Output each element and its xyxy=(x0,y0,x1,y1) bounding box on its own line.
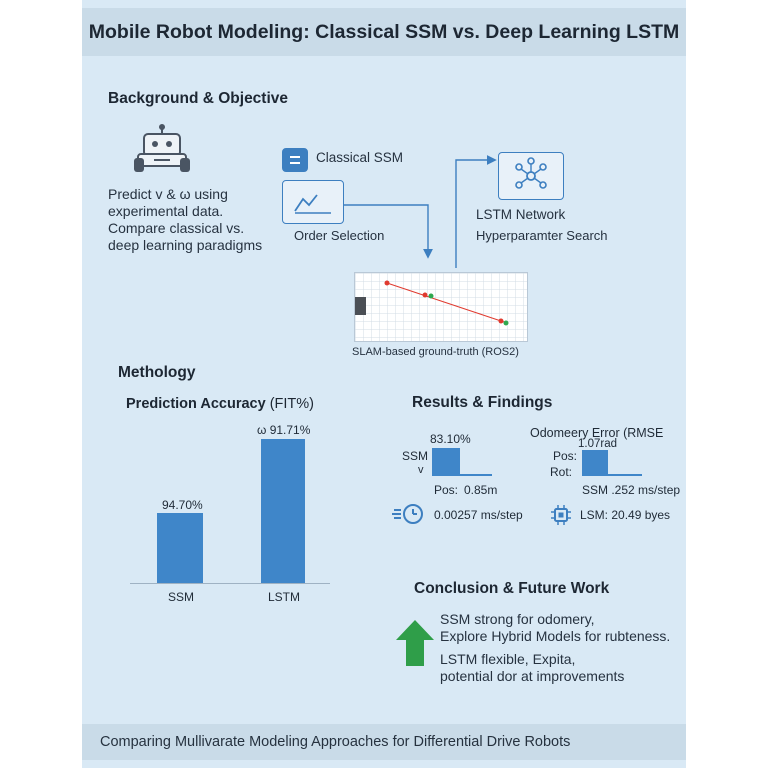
chip-value: LSM: 20.49 byes xyxy=(580,508,671,522)
rmse-bottom: SSM .252 ms/step xyxy=(582,483,681,497)
rmse-baseline xyxy=(608,474,642,476)
poster-title: Mobile Robot Modeling: Classical SSM vs. Deep Learning LSTM xyxy=(88,20,680,43)
background-line-3: Compare classical vs. xyxy=(108,220,245,236)
conclusion-line-2: Explore Hybrid Models for rubteness. xyxy=(440,628,671,644)
ground-truth-plot xyxy=(354,272,528,342)
bar-ssm xyxy=(157,513,203,583)
results-ssm-baseline xyxy=(460,474,492,476)
results-ssm-bar xyxy=(432,448,460,476)
rmse-bar xyxy=(582,450,608,476)
line-chart-icon xyxy=(282,180,344,224)
bar-ssm-label: SSM xyxy=(168,590,195,604)
background-line-2: experimental data. xyxy=(108,203,224,219)
time-value: 0.00257 ms/step xyxy=(434,508,523,522)
poster-background xyxy=(82,0,686,768)
fast-clock-icon xyxy=(392,502,426,526)
bar-lstm xyxy=(261,439,305,583)
ssm-label: Classical SSM xyxy=(316,150,404,165)
background-heading: Background & Objective xyxy=(108,90,289,107)
lstm-label: LSTM Network xyxy=(476,207,566,222)
up-arrow-icon xyxy=(396,620,434,666)
bar-lstm-value: ω 91.71% xyxy=(257,423,311,437)
accuracy-axis xyxy=(130,583,330,584)
background-line-1: Predict v & ω using xyxy=(108,186,228,202)
order-label: Order Selection xyxy=(294,228,385,243)
hyper-label: Hyperparamter Search xyxy=(476,228,608,243)
results-heading: Results & Findings xyxy=(412,394,553,411)
chip-icon xyxy=(550,504,572,526)
methodology-heading: Methology xyxy=(118,364,196,381)
rmse-title: Odomeery Error (RMSE xyxy=(530,426,664,440)
ground-truth-label: SLAM-based ground-truth (ROS2) xyxy=(352,346,519,358)
rmse-value: 1.07rad xyxy=(578,438,618,450)
bar-lstm-label: LSTM xyxy=(268,590,301,604)
conclusion-line-4: potential dor at improvements xyxy=(440,668,625,684)
conclusion-heading: Conclusion & Future Work xyxy=(414,580,610,597)
results-pos-value: 0.85m xyxy=(464,483,498,497)
accuracy-heading-rest: (FIT%) xyxy=(265,396,315,412)
results-ssm-label: SSM xyxy=(402,449,429,463)
equivalence-icon xyxy=(282,148,308,172)
results-pos-label: Pos: xyxy=(434,483,459,497)
footer-text: Comparing Mullivarate Modeling Approaches for Differential Drive Robots xyxy=(100,734,571,750)
conclusion-line-1: SSM strong for odomery, xyxy=(440,611,595,627)
rmse-rot-label: Rot: xyxy=(550,465,573,479)
results-ssm-value: 83.10% xyxy=(430,432,471,446)
network-icon xyxy=(498,152,564,200)
accuracy-heading-bold: Prediction Accuracy xyxy=(126,396,266,412)
bar-ssm-value: 94.70% xyxy=(162,498,203,512)
background-line-4: deep learning paradigms xyxy=(108,237,263,253)
robot-icon xyxy=(130,124,194,176)
title-bar xyxy=(82,8,686,56)
rmse-pos-label: Pos: xyxy=(553,449,578,463)
results-ssm-sub: v xyxy=(418,464,424,476)
conclusion-line-3: LSTM flexible, Expita, xyxy=(440,651,576,667)
footer-bar xyxy=(82,724,686,760)
accuracy-heading xyxy=(126,396,314,412)
